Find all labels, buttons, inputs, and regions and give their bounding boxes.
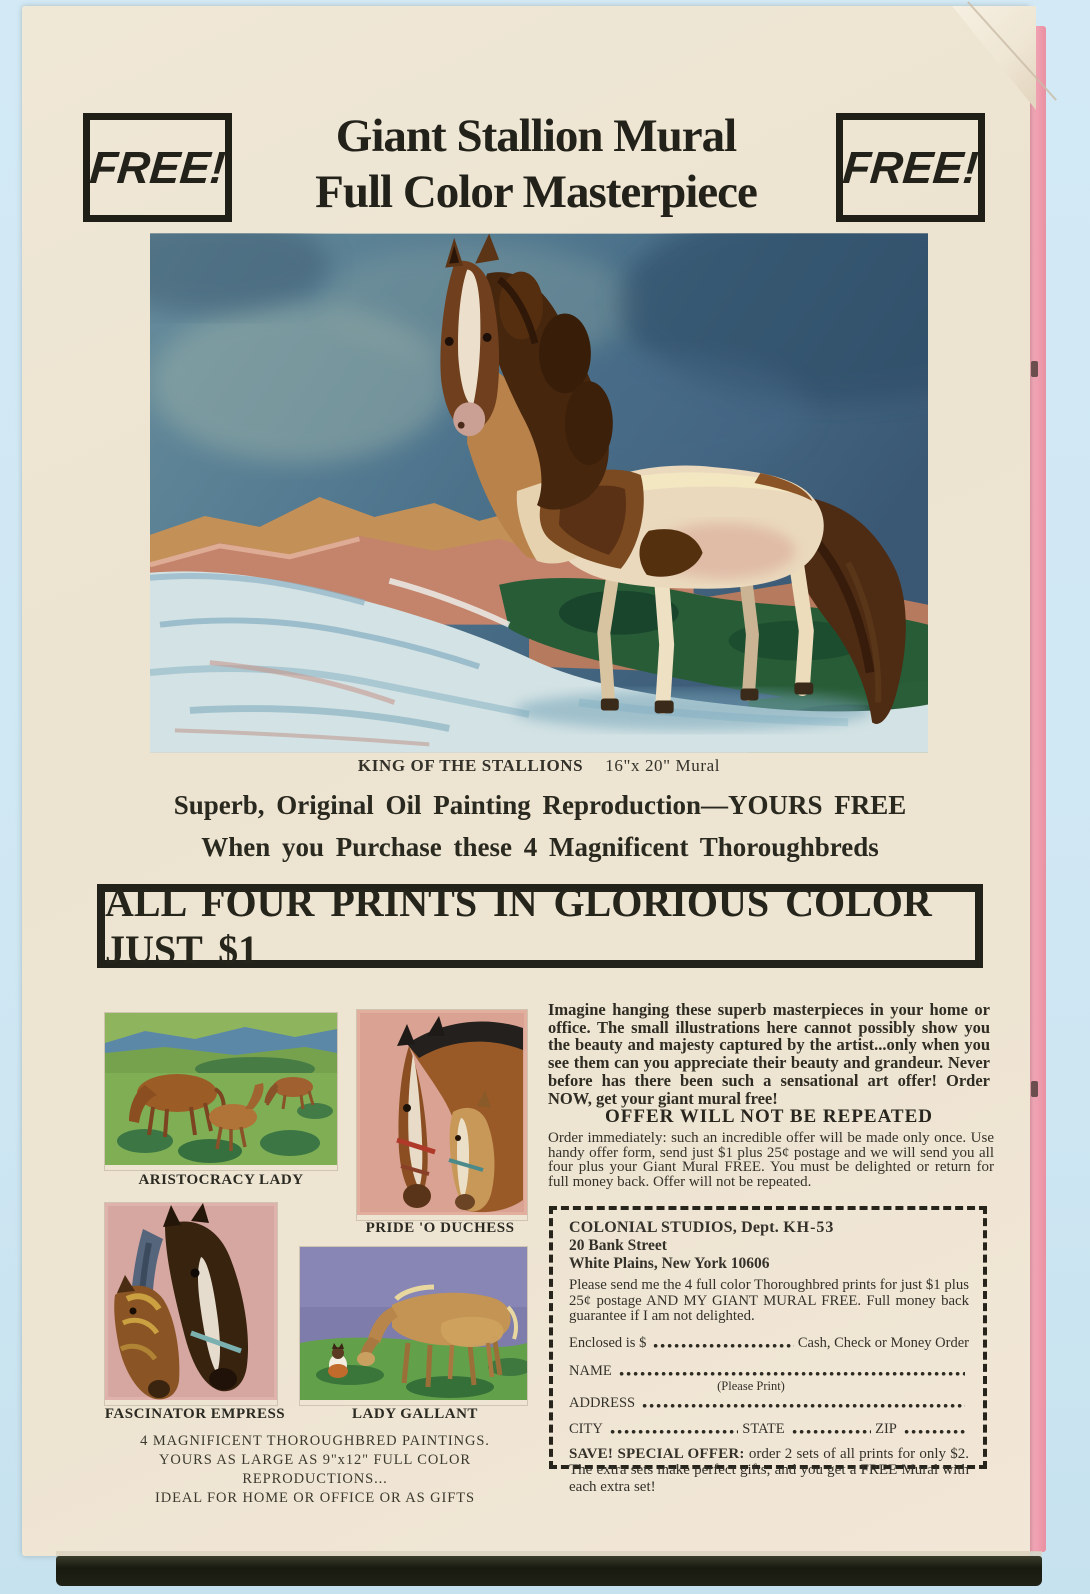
name-field[interactable]	[619, 1371, 965, 1377]
edge-mark	[1031, 1081, 1038, 1097]
coupon-city-state: White Plains, New York 10606	[569, 1255, 770, 1272]
enclosed-amount-field[interactable]	[653, 1343, 794, 1349]
address-row	[569, 1395, 969, 1412]
lady-gallant-art	[300, 1247, 527, 1400]
print-caption-pride-o-duchess: PRIDE 'O DUCHESS	[365, 1220, 515, 1236]
state-label: STATE	[742, 1420, 785, 1437]
subheadline	[88, 784, 992, 868]
print-thumb-aristocracy-lady	[105, 1013, 337, 1170]
print-caption-lady-gallant: LADY GALLANT	[352, 1406, 478, 1422]
city-state-zip-row	[569, 1421, 969, 1438]
coupon-dept-code: KH-53	[783, 1219, 835, 1236]
offer-heading: OFFER WILL NOT BE REPEATED	[605, 1106, 933, 1127]
enclosed-row	[569, 1335, 969, 1352]
coupon-body-text: Please send me the 4 full color Thoroughbred prints for just $1 plus 25¢ postage AND MY GIANT MURAL FREE. Full money back guarantee if I am not delighted.	[569, 1277, 969, 1325]
prints-note-line1: 4 MAGNIFICENT THOROUGHBRED PAINTINGS.	[140, 1433, 490, 1449]
print-thumb-lady-gallant	[300, 1247, 527, 1405]
price-banner	[97, 880, 983, 972]
sales-pitch-paragraph: Imagine hanging these superb masterpieces in your home or office. The small illustrations here cannot possibly show you the beauty and majesty captured by the artist...only when you see them can you appreciate their beauty and grandeur. Never before has there been such a sensational art offer! Order NOW, get your giant mural free!	[548, 1000, 990, 1108]
free-badge-right	[836, 113, 985, 222]
prints-note-line3: IDEAL FOR HOME OR OFFICE OR AS GIFTS	[155, 1490, 475, 1506]
edge-mark	[1031, 361, 1038, 377]
print-thumb-fascinator-empress	[105, 1203, 277, 1405]
order-coupon	[549, 1206, 987, 1495]
enclosed-label: Enclosed is $	[569, 1334, 647, 1351]
mural-caption-title: KING OF THE STALLIONS	[357, 756, 584, 775]
coupon-company-name: COLONIAL STUDIOS, Dept.	[569, 1219, 784, 1236]
special-offer-text: order 2 sets of all prints for only $2. The extra sets make perfect gifts, and you get a FREE Mural with each extra set!	[569, 1445, 969, 1495]
name-label: NAME	[569, 1362, 612, 1379]
page-title-line2: Full Color Masterpiece	[315, 166, 757, 218]
subheadline-line1: Superb, Original Oil Painting Reproduction—YOURS FREE	[173, 790, 907, 820]
prints-note	[95, 1432, 535, 1508]
free-badge-left-label: FREE!	[87, 141, 228, 193]
offer-paragraph: Order immediately: such an incredible offer will be made only once. Use handy offer form, send just $1 plus 25¢ postage and we will send you all four plus your Giant Mural FREE. You must be delighted or return for full money back. Offer will not be repeated.	[548, 1130, 994, 1190]
zip-label: ZIP	[875, 1420, 897, 1437]
stallion-mural-image	[150, 233, 928, 753]
page-title-line1: Giant Stallion Mural	[335, 110, 737, 162]
aristocracy-lady-art	[105, 1013, 337, 1165]
pride-o-duchess-art	[357, 1010, 527, 1215]
prints-note-line2: YOURS AS LARGE AS 9"x12" FULL COLOR REPRODUCTIONS...	[159, 1452, 471, 1487]
stallion-mural-art	[150, 233, 928, 753]
free-badge-right-label: FREE!	[840, 141, 981, 193]
print-caption-fascinator-empress: FASCINATOR EMPRESS	[104, 1406, 286, 1422]
print-caption-aristocracy-lady: ARISTOCRACY LADY	[138, 1172, 304, 1188]
mural-caption	[150, 756, 928, 776]
page-title	[236, 108, 836, 220]
print-thumb-pride-o-duchess	[357, 1010, 527, 1220]
city-field[interactable]	[610, 1429, 738, 1435]
coupon-street: 20 Bank Street	[569, 1237, 667, 1254]
state-field[interactable]	[792, 1429, 872, 1435]
coupon-company	[569, 1219, 969, 1237]
special-offer	[569, 1446, 969, 1496]
zip-field[interactable]	[904, 1429, 965, 1435]
free-badge-left	[83, 113, 232, 222]
price-banner-text: ALL FOUR PRINTS IN GLORIOUS COLOR JUST $1	[105, 880, 932, 972]
please-print-hint: (Please Print)	[717, 1378, 785, 1393]
fascinator-empress-art	[105, 1203, 277, 1400]
subheadline-line2: When you Purchase these 4 Magnificent Thoroughbreds	[201, 832, 879, 862]
city-label: CITY	[569, 1420, 603, 1437]
mural-caption-size: 16"x 20" Mural	[605, 756, 721, 775]
name-row	[569, 1363, 969, 1380]
address-field[interactable]	[642, 1403, 965, 1409]
special-offer-lead: SAVE! SPECIAL OFFER:	[569, 1445, 745, 1462]
book-spine-shadow	[56, 1556, 1042, 1586]
enclosed-suffix: Cash, Check or Money Order	[797, 1334, 969, 1351]
address-label: ADDRESS	[569, 1394, 636, 1411]
